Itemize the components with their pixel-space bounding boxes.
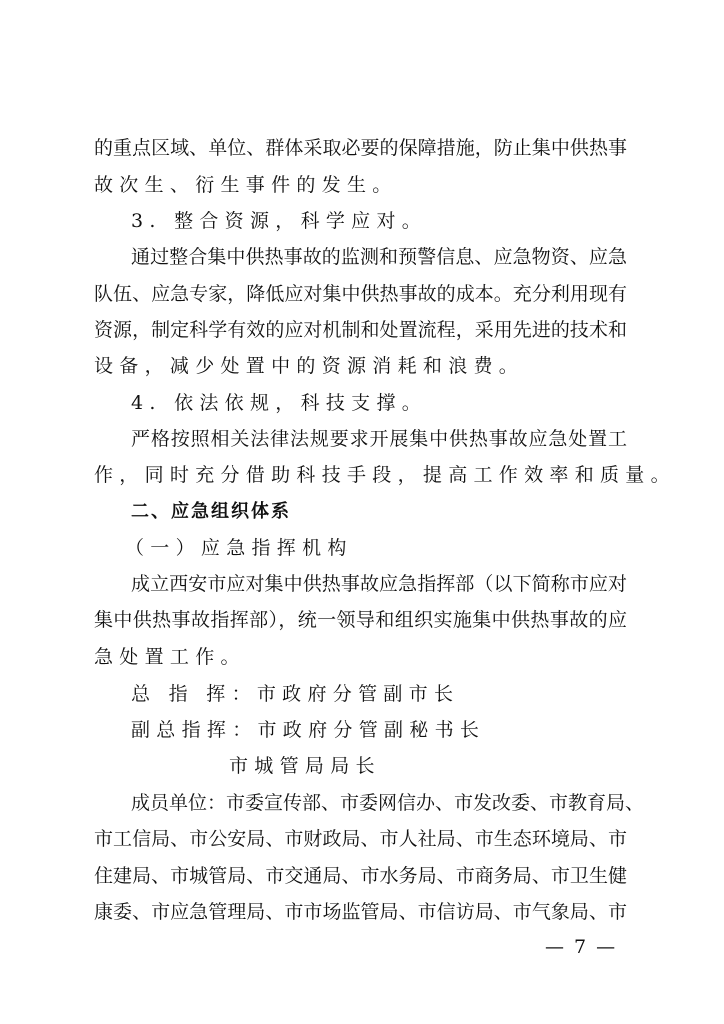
body-text-line: 通过整合集中供热事故的监测和预警信息、应急物资、应急 <box>131 246 627 268</box>
member-units-line: 成员单位：市委宣传部、市委网信办、市发改委、市教育局、 <box>131 792 645 814</box>
body-text-line: 严格按照相关法律法规要求开展集中供热事故应急处置工 <box>131 428 627 450</box>
body-text-line: 的重点区域、单位、群体采取必要的保障措施，防止集中供热事 <box>94 137 627 159</box>
body-text-line: 集中供热事故指挥部），统一领导和组织实施集中供热事故的应 <box>94 609 627 631</box>
body-text-line: 故次生、衍生事件的发生。 <box>94 174 398 196</box>
page-number: — 7 — <box>545 936 618 958</box>
member-units-line: 市工信局、市公安局、市财政局、市人社局、市生态环境局、市 <box>94 828 627 850</box>
subsection-heading: （一）应急指挥机构 <box>125 537 353 559</box>
section-subheading: 3. 整合资源，科学应对。 <box>131 210 428 232</box>
body-text-line: 设备，减少处置中的资源消耗和浪费。 <box>94 355 525 377</box>
deputy-commander-line: 副总指挥：市政府分管副秘书长 <box>131 719 486 741</box>
body-text-line: 成立西安市应对集中供热事故应急指挥部（以下简称市应对 <box>131 573 627 595</box>
body-text-line: 资源，制定科学有效的应对机制和处置流程，采用先进的技术和 <box>94 319 627 341</box>
body-text-line: 急处置工作。 <box>94 646 246 668</box>
body-text-line: 队伍、应急专家，降低应对集中供热事故的成本。充分利用现有 <box>94 283 627 305</box>
section-heading: 二、应急组织体系 <box>131 501 291 522</box>
section-subheading: 4. 依法依规，科技支撑。 <box>131 392 428 414</box>
member-units-line: 康委、市应急管理局、市市场监管局、市信访局、市气象局、市 <box>94 901 627 923</box>
commander-line: 总 指 挥：市政府分管副市长 <box>131 683 460 705</box>
member-units-line: 住建局、市城管局、市交通局、市水务局、市商务局、市卫生健 <box>94 865 627 887</box>
deputy-commander-line-2: 市城管局局长 <box>229 755 381 777</box>
body-text-line: 作，同时充分借助科技手段，提高工作效率和质量。 <box>94 464 676 486</box>
